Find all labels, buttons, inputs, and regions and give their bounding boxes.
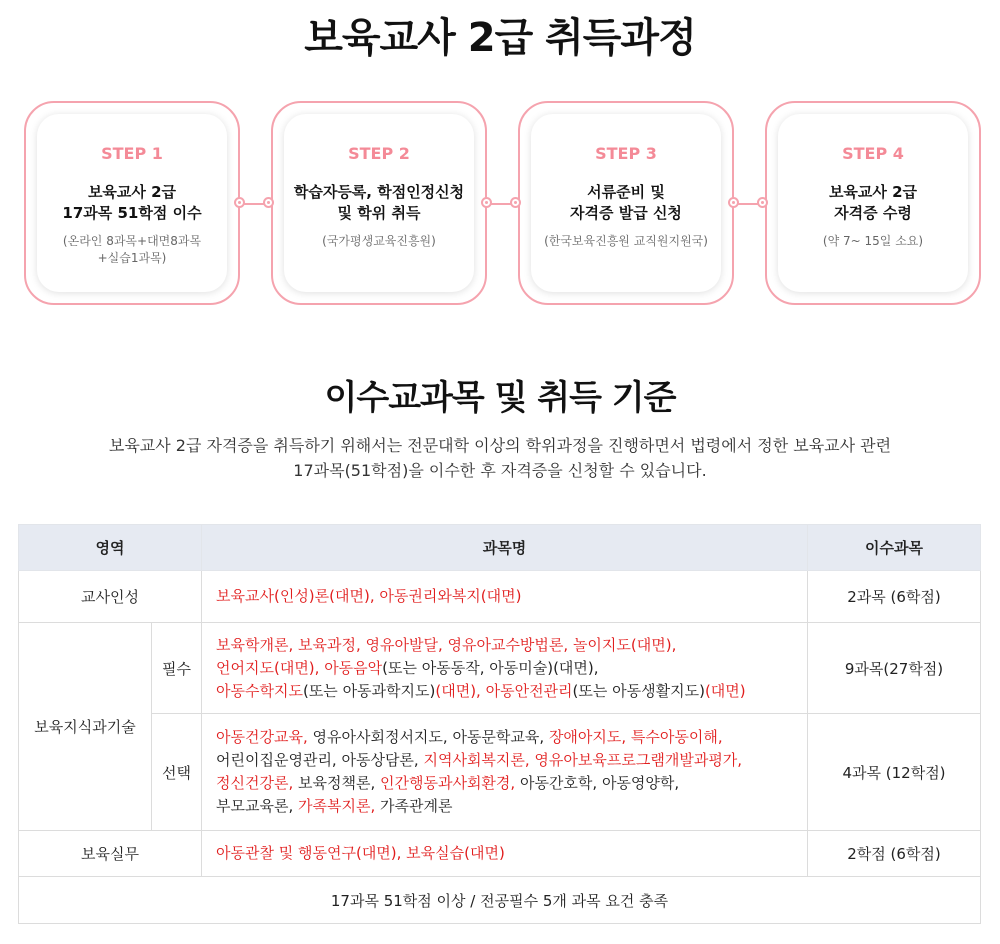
header-area: 영역 xyxy=(19,525,202,571)
step-label: STEP 2 xyxy=(348,144,410,163)
step-card-3 xyxy=(518,101,734,305)
step-card-4 xyxy=(765,101,981,305)
header-credits: 이수과목 xyxy=(808,525,981,571)
header-subject: 과목명 xyxy=(202,525,808,571)
connector-dot-icon xyxy=(234,197,245,208)
subject-line xyxy=(216,795,807,818)
connector-dot-icon xyxy=(510,197,521,208)
description-line: 보육교사 2급 자격증을 취득하기 위해서는 전문대학 이상의 학위과정을 진행하면서 법령에서 정한 보육교사 관련 xyxy=(108,436,892,455)
step-title: 보육교사 2급 17과목 51학점 이수 xyxy=(62,183,202,222)
credits-cell: 9과목(27학점) xyxy=(808,623,981,714)
subject-text: 지역사회복지론, 영유아보육프로그램개발과평가, xyxy=(423,751,743,769)
description-line: 17과목(51학점)을 이수한 후 자격증을 신청할 수 있습니다. xyxy=(293,461,707,480)
subject-text: 정신건강론, xyxy=(216,774,294,792)
table-row xyxy=(19,831,981,877)
step-subtitle: (약 7~ 15일 소요) xyxy=(822,234,924,248)
step-title: 학습자등록, 학점인정신청 및 학위 취득 xyxy=(293,183,465,222)
section-title: 이수교과목 및 취득 기준 xyxy=(324,378,676,418)
subject-text: 언어지도(대면), 아동음악 xyxy=(216,658,383,677)
subject-text: (또는 아동생활지도) xyxy=(572,681,705,700)
subject-text: (또는 아동동작, 아동미술)(대면), xyxy=(382,658,599,677)
table-footer-row xyxy=(19,877,981,924)
area-cell: 교사인성 xyxy=(19,571,202,623)
subject-line xyxy=(216,772,807,795)
credits-cell: 4과목 (12학점) xyxy=(808,714,981,831)
description xyxy=(0,433,1000,483)
subject-line xyxy=(216,680,807,703)
subject-text: 아동관찰 및 행동연구(대면), 보육실습(대면) xyxy=(216,844,505,862)
table-row xyxy=(19,623,981,714)
subject-text: 가족관계론 xyxy=(375,797,453,815)
area-cell: 보육실무 xyxy=(19,831,202,877)
step-subtitle: (온라인 8과목+대면8과목 +실습1과목) xyxy=(62,234,202,265)
subject-text: (대면), 아동안전관리 xyxy=(435,681,573,700)
subject-line xyxy=(216,749,807,772)
connector-dot-icon xyxy=(728,197,739,208)
step-card-1 xyxy=(24,101,240,305)
step-label: STEP 1 xyxy=(101,144,163,163)
subject-text: 영유아사회정서지도, 아동문학교육, xyxy=(307,728,549,746)
connector-dot-icon xyxy=(481,197,492,208)
subject-text: 아동수학지도 xyxy=(216,681,303,700)
credits-cell: 2과목 (6학점) xyxy=(808,571,981,623)
step-title: 보육교사 2급 자격증 수령 xyxy=(828,183,918,222)
subject-text: 부모교육론, xyxy=(216,797,299,815)
subject-text: (대면) xyxy=(704,681,746,700)
step-subtitle: (한국보육진흥원 교직원지원국) xyxy=(544,234,708,248)
subject-text: 아동건강교육, xyxy=(216,728,308,746)
subject-cell xyxy=(202,571,808,623)
subject-cell xyxy=(202,714,808,831)
credits-cell: 2학점 (6학점) xyxy=(808,831,981,877)
subject-text: 보육정책론, xyxy=(293,774,380,792)
step-label: STEP 4 xyxy=(842,144,904,163)
area-cell: 보육지식과기술 xyxy=(19,623,152,831)
subarea-cell: 필수 xyxy=(152,623,202,714)
subject-text: 보육교사(인성)론(대면), 아동권리와복지(대면) xyxy=(216,587,522,605)
subject-text: 인간행동과사회환경, xyxy=(380,774,516,792)
subject-text: 아동간호학, 아동영양학, xyxy=(515,774,680,792)
step-card-2 xyxy=(271,101,487,305)
requirements-table xyxy=(18,524,981,924)
connector-dot-icon xyxy=(263,197,274,208)
subject-line xyxy=(216,726,807,749)
subject-line xyxy=(216,657,807,680)
page-title: 보육교사 2급 취득과정 xyxy=(304,15,696,61)
connector-dot-icon xyxy=(757,197,768,208)
table-row xyxy=(19,571,981,623)
steps-flow xyxy=(0,0,1000,320)
table-row xyxy=(19,714,981,831)
subject-text: 장애아지도, 특수아동이해, xyxy=(548,728,723,746)
subject-line xyxy=(216,634,807,657)
subject-cell xyxy=(202,831,808,877)
table-header-row xyxy=(19,525,981,571)
subject-cell xyxy=(202,623,808,714)
subarea-cell: 선택 xyxy=(152,714,202,831)
step-subtitle: (국가평생교육진흥원) xyxy=(322,234,436,248)
footer-cell: 17과목 51학점 이상 / 전공필수 5개 과목 요건 충족 xyxy=(19,877,981,924)
step-title: 서류준비 및 자격증 발급 신청 xyxy=(570,183,682,222)
subject-text: (또는 아동과학지도) xyxy=(302,681,436,700)
subject-text: 어린이집운영관리, 아동상담론, xyxy=(216,751,424,769)
subject-text: 보육학개론, 보육과정, 영유아발달, 영유아교수방법론, 놀이지도(대면), xyxy=(216,635,677,654)
step-label: STEP 3 xyxy=(595,144,657,163)
subject-text: 가족복지론, xyxy=(298,797,376,815)
